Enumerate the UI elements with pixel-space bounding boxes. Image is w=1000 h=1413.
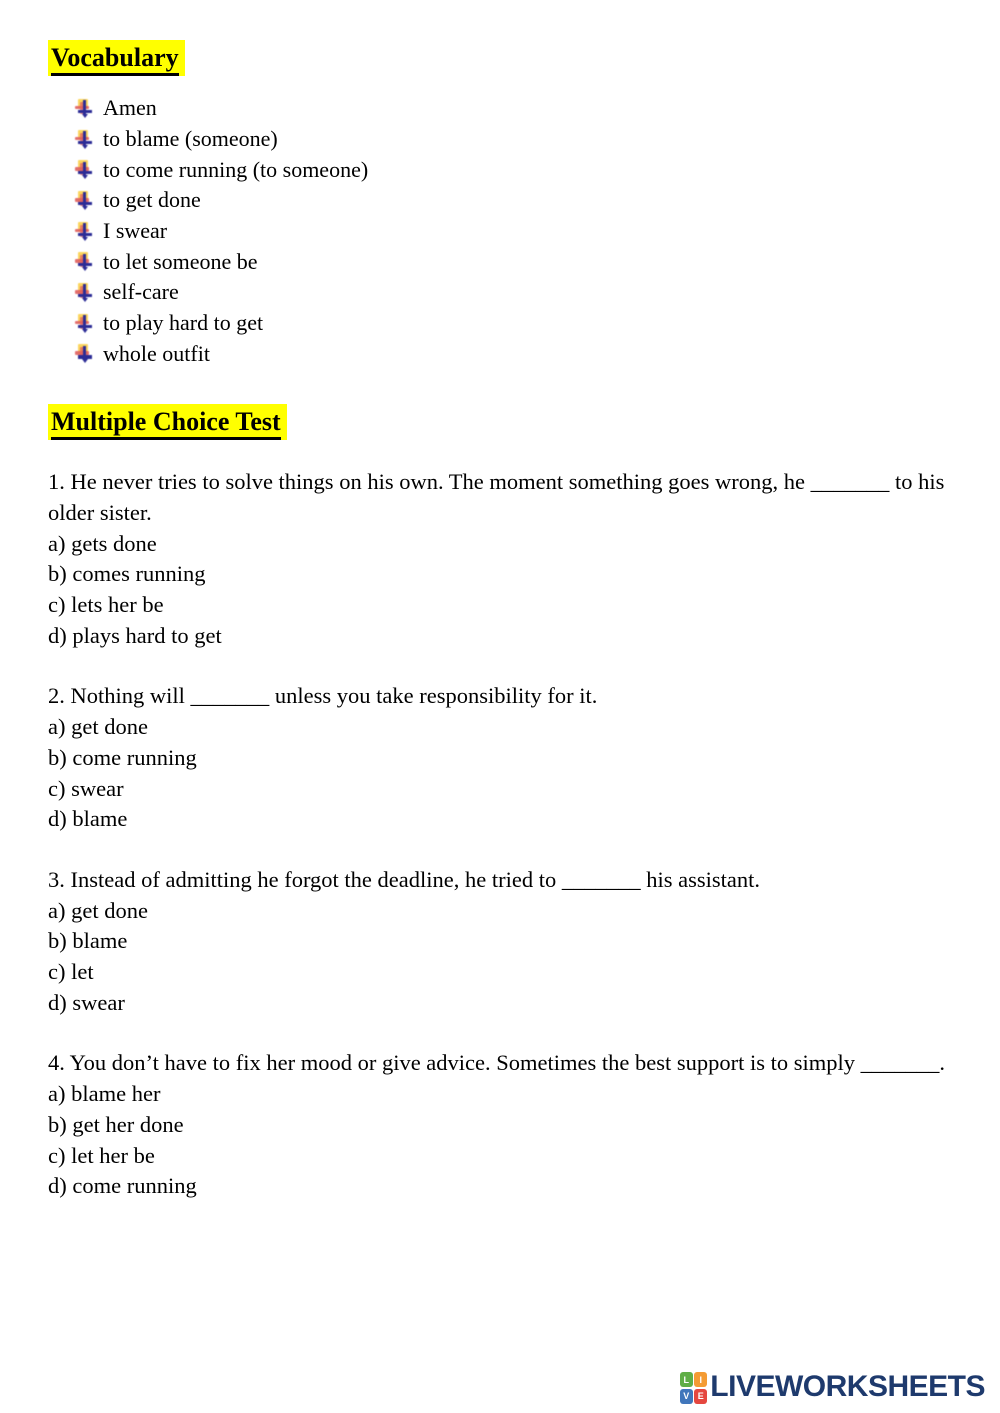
vocab-term: whole outfit [103,340,210,366]
question-text: 2. Nothing will _______ unless you take responsibility for it. [48,683,598,709]
list-item [75,216,963,247]
question-4 [48,1048,963,1202]
vocab-term: to blame (someone) [103,126,278,152]
logo-cell-l: L [680,1372,693,1387]
answer-option[interactable]: d) swear [48,989,125,1015]
answer-option[interactable]: b) come running [48,744,197,770]
question-2 [48,681,963,835]
question-3 [48,865,963,1019]
vocab-term: to let someone be [103,248,258,274]
worksheet-page [48,40,963,1202]
answer-option[interactable]: c) let [48,959,94,985]
list-item [75,246,963,277]
arrow-bullet-icon [75,314,94,333]
test-heading [48,404,287,440]
arrow-bullet-icon [75,252,94,271]
liveworksheets-grid-icon [680,1372,708,1404]
question-1 [48,467,963,651]
answer-option[interactable]: c) lets her be [48,592,164,617]
answer-option[interactable]: d) come running [48,1173,197,1199]
logo-cell-e: E [694,1389,707,1404]
list-item [75,124,963,155]
list-item [75,277,963,308]
answer-option[interactable]: b) blame [48,928,128,954]
vocab-term: self-care [103,279,179,305]
logo-cell-v: V [680,1389,693,1404]
answer-option[interactable]: c) swear [48,775,124,801]
liveworksheets-wordmark: LIVEWORKSHEETS [710,1370,985,1403]
question-text: 1. He never tries to solve things on his own. The moment something goes wrong, he _______ to his older sister. [48,469,945,525]
answer-option[interactable]: c) let her be [48,1142,155,1168]
arrow-bullet-icon [75,191,94,210]
test-heading-label: Multiple Choice Test [51,407,281,440]
answer-option[interactable]: a) get done [48,714,148,740]
liveworksheets-logo[interactable] [680,1370,985,1404]
answer-option[interactable]: d) blame [48,806,128,832]
arrow-bullet-icon [75,222,94,241]
list-item [75,154,963,185]
answer-option[interactable]: b) comes running [48,561,206,587]
answer-option[interactable]: d) plays hard to get [48,622,222,648]
list-item [75,93,963,124]
answer-option[interactable]: b) get her done [48,1111,184,1137]
arrow-bullet-icon [75,344,94,363]
vocab-term: Amen [103,95,157,121]
question-text: 4. You don’t have to fix her mood or give advice. Sometimes the best support is to simply _______. [48,1050,946,1076]
vocabulary-list [75,93,963,369]
arrow-bullet-icon [75,283,94,302]
answer-option[interactable]: a) get done [48,897,148,923]
answer-option[interactable]: a) blame her [48,1081,161,1107]
arrow-bullet-icon [75,130,94,149]
vocab-term: I swear [103,218,168,244]
logo-cell-i: I [694,1372,707,1387]
answer-option[interactable]: a) gets done [48,530,157,556]
arrow-bullet-icon [75,99,94,118]
vocabulary-heading [48,40,185,76]
question-text: 3. Instead of admitting he forgot the deadline, he tried to _______ his assistant. [48,866,760,892]
arrow-bullet-icon [75,160,94,179]
vocab-term: to play hard to get [103,310,264,336]
vocabulary-heading-label: Vocabulary [51,43,179,76]
list-item [75,339,963,370]
vocab-term: to get done [103,187,201,213]
list-item [75,185,963,216]
list-item [75,308,963,339]
vocab-term: to come running (to someone) [103,156,369,182]
